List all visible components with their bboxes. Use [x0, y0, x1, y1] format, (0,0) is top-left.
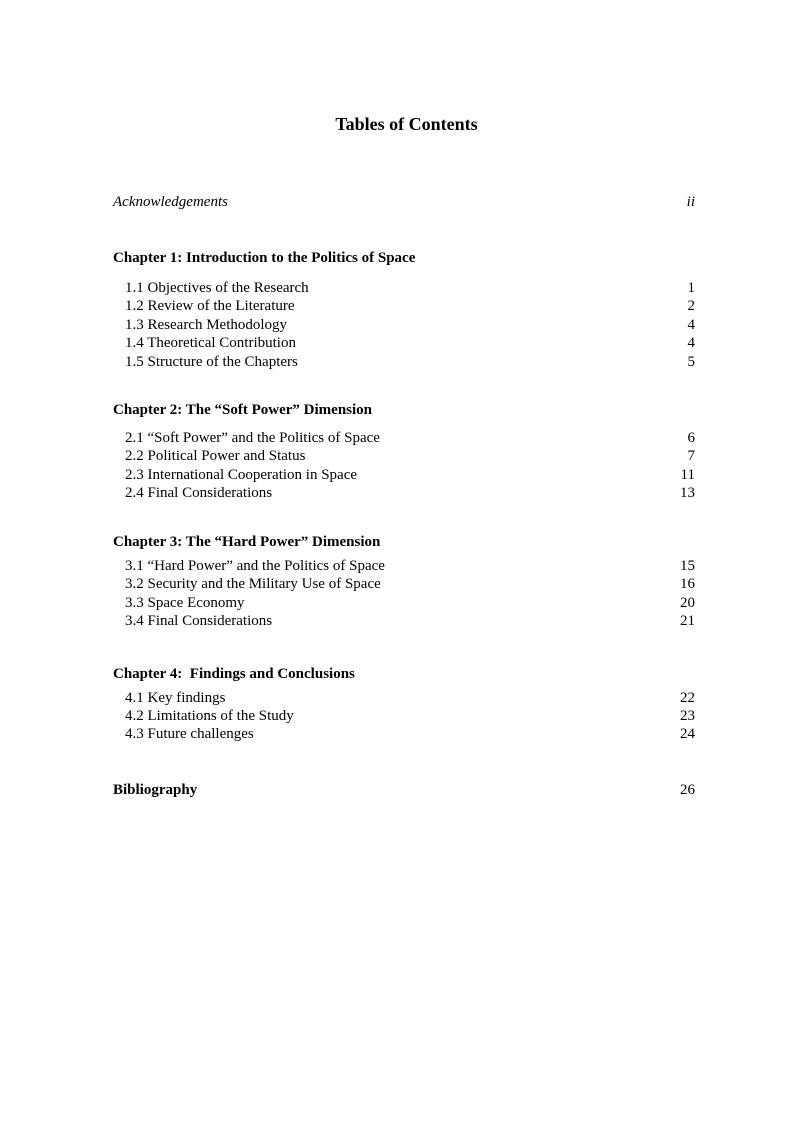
toc-page-number: 2 — [687, 298, 695, 314]
toc-page-number: ii — [686, 194, 695, 210]
toc-entry-label: 2.4 Final Considerations — [125, 485, 273, 501]
toc-page-number: 21 — [680, 613, 695, 629]
toc-entry[interactable] — [125, 612, 695, 631]
toc-entry[interactable] — [125, 297, 695, 316]
toc-entry-bibliography[interactable] — [113, 781, 695, 800]
toc-entry-label: Acknowledgements — [113, 194, 228, 210]
chapter-title: Chapter 1: Introduction to the Politics of Space — [113, 250, 416, 266]
toc-entry-label: 1.1 Objectives of the Research — [125, 280, 309, 296]
toc-page-number: 6 — [687, 430, 695, 446]
toc-page-number: 23 — [680, 708, 695, 724]
toc-page-number: 4 — [687, 335, 695, 351]
toc-page-number: 22 — [680, 690, 695, 706]
toc-page-number: 11 — [680, 467, 695, 483]
toc-entry[interactable] — [125, 707, 695, 726]
toc-entry[interactable] — [125, 447, 695, 466]
toc-entry-label: 3.2 Security and the Military Use of Space — [125, 576, 381, 592]
toc-entry-label: 1.4 Theoretical Contribution — [125, 335, 296, 351]
toc-page-number: 20 — [680, 595, 695, 611]
toc-entry[interactable] — [125, 725, 695, 744]
chapter-title: Chapter 3: The “Hard Power” Dimension — [113, 534, 381, 550]
toc-entry[interactable] — [125, 316, 695, 335]
toc-entry-label: 2.3 International Cooperation in Space — [125, 467, 358, 483]
toc-entry-label: 3.1 “Hard Power” and the Politics of Space — [125, 558, 385, 574]
toc-entry[interactable] — [125, 353, 695, 372]
chapter-heading-1[interactable] — [113, 249, 695, 268]
toc-page-number: 15 — [680, 558, 695, 574]
toc-entry[interactable] — [125, 334, 695, 353]
toc-entry-label: 2.1 “Soft Power” and the Politics of Space — [125, 430, 380, 446]
toc-entry-acknowledgements[interactable] — [113, 193, 695, 212]
toc-entry-label: 1.5 Structure of the Chapters — [125, 354, 298, 370]
toc-entry[interactable] — [125, 279, 695, 298]
toc-page-number: 26 — [680, 782, 695, 798]
toc-entry[interactable] — [125, 466, 695, 485]
toc-entry-label: Bibliography — [113, 782, 198, 798]
toc-entry-label: 4.1 Key findings — [125, 690, 226, 706]
chapter-heading-4[interactable] — [113, 665, 695, 684]
toc-entry[interactable] — [125, 689, 695, 708]
toc-page-number: 4 — [687, 317, 695, 333]
toc-entry-label: 4.2 Limitations of the Study — [125, 708, 294, 724]
toc-entry[interactable] — [125, 484, 695, 503]
chapter-heading-3[interactable] — [113, 533, 695, 552]
toc-page-number: 24 — [680, 726, 695, 742]
toc-entry[interactable] — [125, 594, 695, 613]
toc-page-number: 16 — [680, 576, 695, 592]
toc-entry-label: 2.2 Political Power and Status — [125, 448, 306, 464]
toc-page-number: 13 — [680, 485, 695, 501]
toc-entry[interactable] — [125, 429, 695, 448]
toc-page-number: 5 — [687, 354, 695, 370]
toc-entry-label: 3.4 Final Considerations — [125, 613, 273, 629]
page-title: Tables of Contents — [335, 114, 478, 134]
chapter-title: Chapter 2: The “Soft Power” Dimension — [113, 402, 373, 418]
toc-entry[interactable] — [125, 575, 695, 594]
chapter-title: Chapter 4: Findings and Conclusions — [113, 666, 355, 682]
toc-entry-label: 1.2 Review of the Literature — [125, 298, 295, 314]
toc-entry-label: 4.3 Future challenges — [125, 726, 254, 742]
toc-entry-label: 3.3 Space Economy — [125, 595, 245, 611]
toc-page-number: 7 — [687, 448, 695, 464]
chapter-heading-2[interactable] — [113, 401, 695, 420]
toc-entry-label: 1.3 Research Methodology — [125, 317, 288, 333]
toc-page-number: 1 — [687, 280, 695, 296]
toc-entry[interactable] — [125, 557, 695, 576]
